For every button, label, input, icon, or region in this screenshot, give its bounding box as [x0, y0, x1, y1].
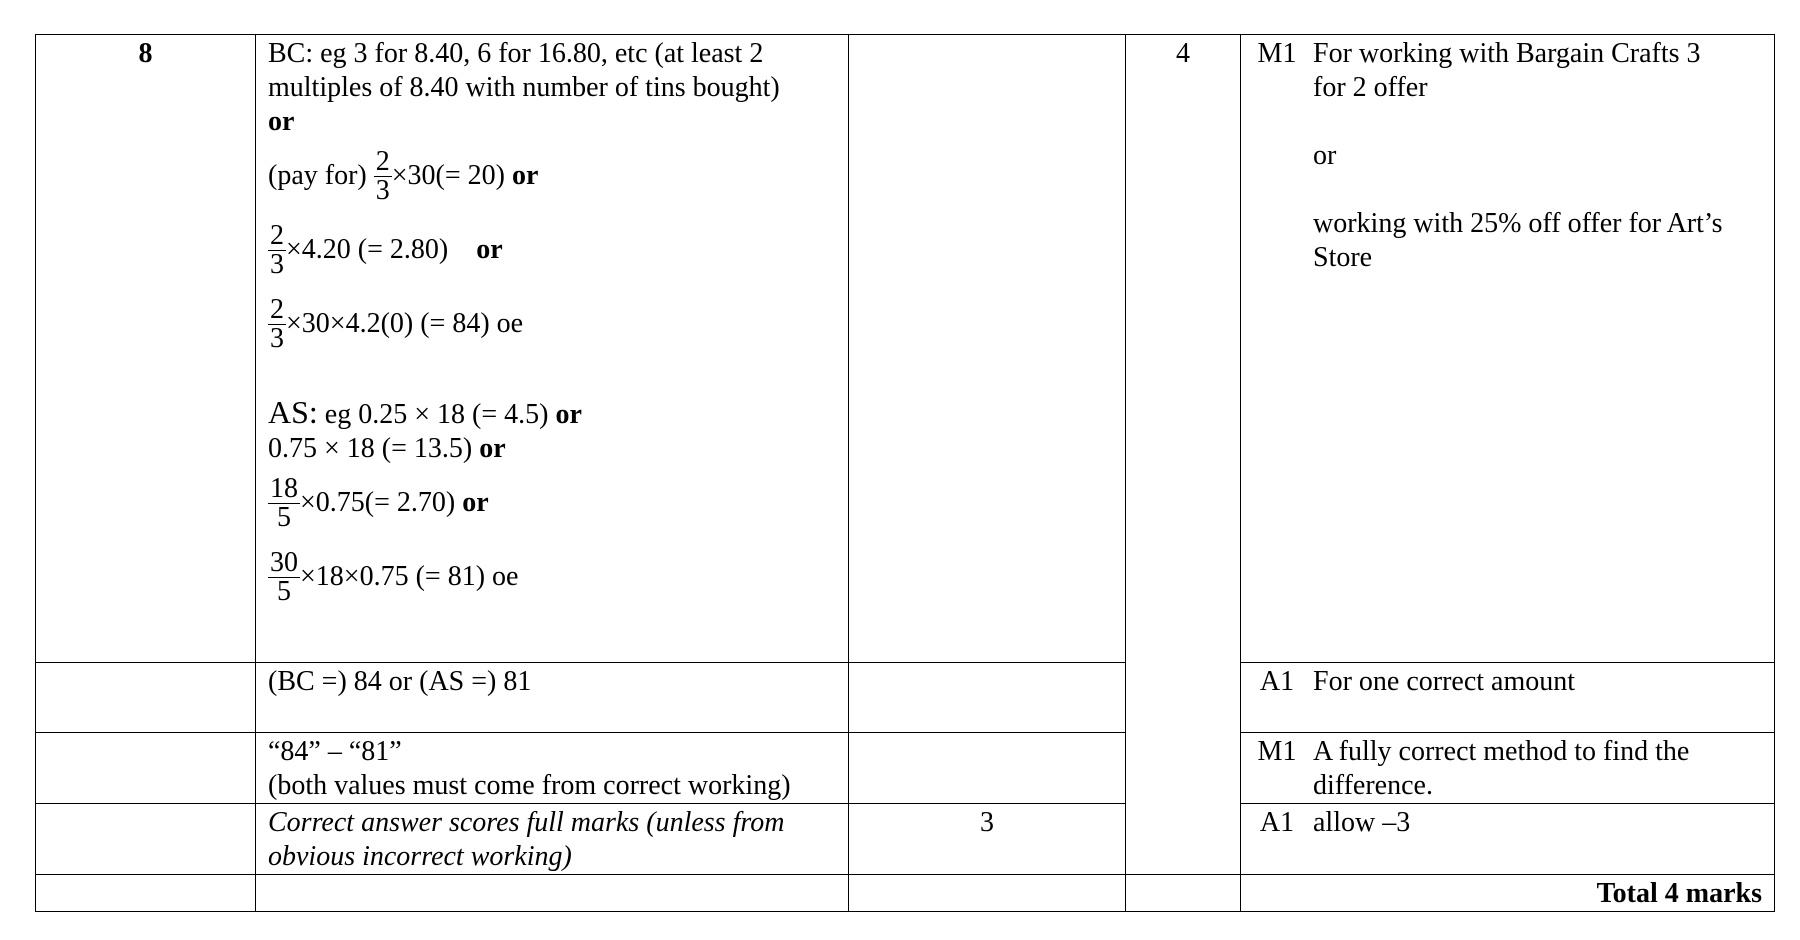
- mark-scheme-table: [35, 34, 1775, 912]
- mark-code: M1: [1257, 736, 1297, 767]
- as-line-2: 0.75 × 18 (= 13.5) or: [268, 433, 506, 464]
- mark-row-4: [36, 804, 1775, 875]
- working-line-5: [268, 540, 836, 614]
- or-keyword: or: [555, 399, 582, 430]
- fraction-thirty-fifths: $\frac{30}{5}$: [270, 546, 298, 607]
- guidance-text: For one correct amount: [1313, 666, 1576, 697]
- guidance-cell-3: [1241, 733, 1775, 804]
- total-row: [36, 875, 1775, 912]
- mark-row-3: [36, 733, 1775, 804]
- guidance-text: allow –3: [1313, 807, 1411, 838]
- guidance-cell-2: [1241, 663, 1775, 733]
- pay-for-label: (pay for): [268, 160, 367, 191]
- mark-code: A1: [1259, 666, 1295, 697]
- guidance-or: or: [1313, 140, 1337, 171]
- mark-code: M1: [1257, 38, 1297, 69]
- expression-5: ×18×0.75 (= 81) oe: [300, 561, 519, 592]
- guidance-text: working with 25% off offer for Art’s Store: [1313, 208, 1723, 273]
- guidance-cell-1: [1241, 35, 1775, 663]
- working-cell-1: [256, 35, 849, 663]
- expression-4: ×0.75(= 2.70): [300, 487, 456, 518]
- question-number: 8: [36, 35, 256, 663]
- bc-intro: BC: eg 3 for 8.40, 6 for 16.80, etc (at least 2 multiples of 8.40 with number of tins bought): [268, 38, 780, 103]
- or-keyword: or: [462, 487, 489, 518]
- total-marks: Total 4 marks: [1241, 875, 1775, 912]
- expression-1: ×30(= 20): [391, 160, 505, 191]
- fraction-two-thirds: $\frac{2}{3}$: [270, 219, 284, 280]
- answer-cell-1: [849, 35, 1126, 663]
- working-line-3: [268, 287, 836, 361]
- or-keyword: or: [268, 106, 295, 137]
- working-line-4: [268, 466, 836, 540]
- working-cell-3: “84” – “81” (both values must come from correct working): [256, 733, 849, 804]
- fraction-two-thirds: $\frac{2}{3}$: [270, 293, 284, 354]
- guidance-text: For working with Bargain Crafts 3 for 2 offer: [1313, 38, 1701, 103]
- as-label: AS:: [268, 394, 318, 430]
- expression-3: ×30×4.2(0) (= 84) oe: [286, 308, 524, 339]
- working-cell-2: (BC =) 84 or (AS =) 81: [256, 663, 849, 733]
- or-keyword: or: [511, 160, 539, 191]
- working-line-pay-for: [268, 139, 836, 213]
- mark-code: A1: [1259, 807, 1295, 838]
- working-line-2: [268, 213, 836, 287]
- fraction-eighteen-fifths: $\frac{18}{5}$: [270, 472, 298, 533]
- guidance-cell-4: [1241, 804, 1775, 875]
- marks-cell: 4: [1126, 35, 1241, 875]
- as-line-1: AS: eg 0.25 × 18 (= 4.5) or: [268, 394, 582, 430]
- answer-cell-4: 3: [849, 804, 1126, 875]
- fraction-two-thirds: $\frac{2}{3}$: [375, 145, 390, 206]
- mark-row-1: [36, 35, 1775, 663]
- expression-2: ×4.20 (= 2.80): [286, 234, 449, 265]
- or-keyword: or: [479, 433, 506, 464]
- mark-row-2: [36, 663, 1775, 733]
- working-cell-4: Correct answer scores full marks (unless from obvious incorrect working): [256, 804, 849, 875]
- or-keyword: or: [476, 234, 503, 265]
- guidance-text: A fully correct method to find the difference.: [1313, 736, 1690, 801]
